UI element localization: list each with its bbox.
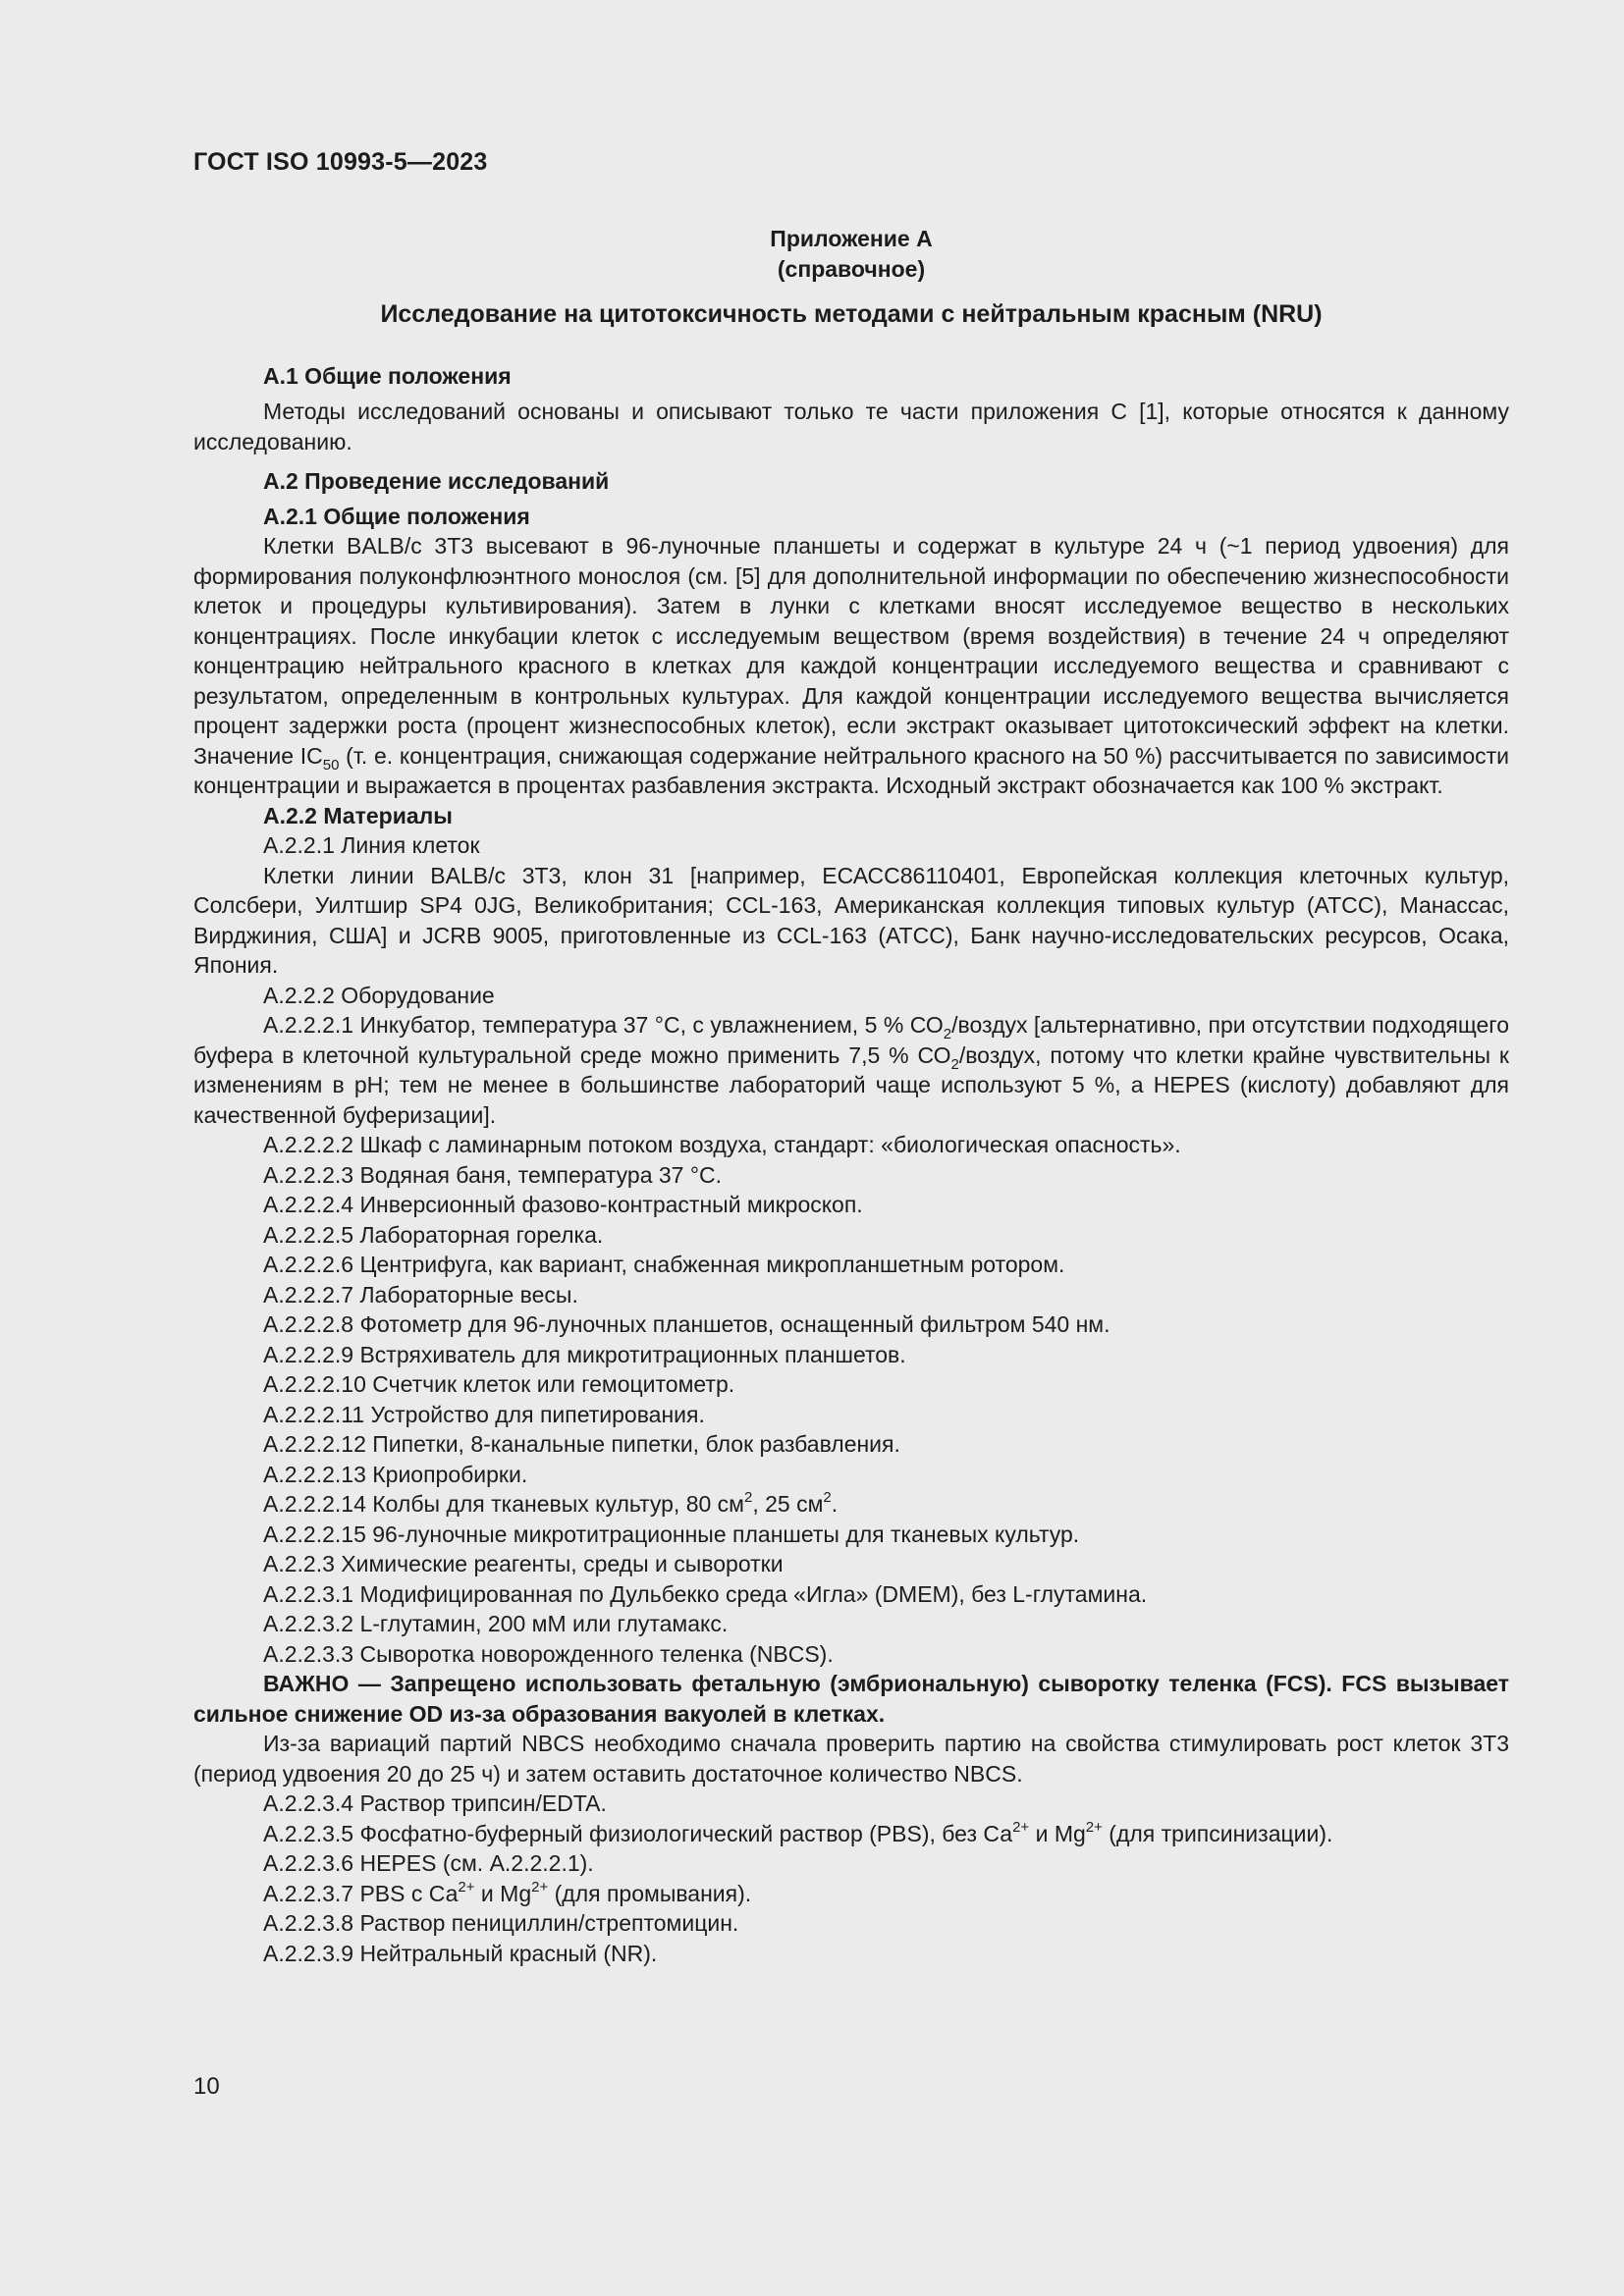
- list-item: А.2.2.2.2 Шкаф с ламинарным потоком воздуха, стандарт: «биологическая опасность».: [263, 1132, 1181, 1157]
- list-item: А.2.2.2.9 Встряхиватель для микротитрационных планшетов.: [263, 1341, 906, 1367]
- paragraph-a1: Методы исследований основаны и описывают только те части приложения С [1], которые относятся к данному исследованию.: [193, 399, 1509, 454]
- list-item: А.2.2.2.3 Водяная баня, температура 37 °С.: [263, 1161, 723, 1188]
- section-heading-a1: А.1 Общие положения: [263, 362, 512, 389]
- section-heading-a2: А.2 Проведение исследований: [263, 468, 610, 494]
- page-number: 10: [193, 2073, 220, 2100]
- item-a22215: А.2.2.2.15 96-луночные микротитрационные планшеты для тканевых культур.: [263, 1521, 1080, 1547]
- list-item: А.2.2.2.6 Центрифуга, как вариант, снабженная микропланшетным ротором.: [263, 1252, 1065, 1277]
- item-a2239: А.2.2.3.9 Нейтральный красный (NR).: [263, 1940, 658, 1966]
- list-item: А.2.2.2.5 Лабораторная горелка.: [263, 1221, 604, 1248]
- list-item: А.2.2.2.11 Устройство для пипетирования.: [263, 1401, 705, 1427]
- list-item: А.2.2.3.2 L-глутамин, 200 мМ или глутамакс.: [263, 1611, 729, 1636]
- list-item: А.2.2.2.13 Криопробирки.: [263, 1461, 528, 1487]
- subheading-a221: А.2.2.1 Линия клеток: [263, 832, 480, 858]
- paragraph-a21: Клетки BALB/c 3T3 высевают в 96-луночные планшеты и содержат в культуре 24 ч (~1 период удвоения) для формирования полуконфлюэнтного монослоя (см. [5] для дополнительной информации по обеспечению жизнеспособности клеток и процедуры культивирования). Затем в лунки с клетками вносят исследуемое вещество в нескольких концентрациях. После инкубации клеток с исследуемым веществом (время воздействия) в течение 24 ч определяют концентрацию нейтрального красного в клетках для каждой концентрации исследуемого вещества и сравнивают с результатом, определенным в контрольных культурах. Для каждой концентрации исследуемого вещества вычисляется процент задержки роста (процент жизнеспособных клеток), если экстракт оказывает цитотоксический эффект на клетки. Значение $IC_{50}$ (т. е. концентрация, снижающая содержание нейтрального красного на 50 %) рассчитывается по зависимости концентрации и выражается в процентах разбавления экстракта. Исходный экстракт обозначается как 100 % экстракт.: [193, 533, 1509, 798]
- list-item: А.2.2.2.8 Фотометр для 96-луночных планшетов, оснащенный фильтром 540 нм.: [263, 1311, 1110, 1337]
- subheading-a223: А.2.2.3 Химические реагенты, среды и сыворотки: [263, 1551, 784, 1576]
- document-header: ГОСТ ISO 10993-5—2023: [193, 148, 488, 176]
- subheading-a222: А.2.2.2 Оборудование: [263, 982, 495, 1008]
- paragraph-a221: Клетки линии BALB/c 3T3, клон 31 [например, ЕСАСС86110401, Европейская коллекция клеточных культур, Солсбери, Уилтшир SP4 0JG, Великобритания; CCL-163, Американская коллекция типовых культур (АТСС), Манассас, Вирджиния, США] и JCRB 9005, приготовленные из CCL-163 (АТСС), Банк научно-исследовательских ресурсов, Осака, Япония.: [193, 862, 1509, 978]
- list-item: А.2.2.2.4 Инверсионный фазово-контрастный микроскоп.: [263, 1192, 863, 1217]
- appendix-title: Исследование на цитотоксичность методами с нейтральным красным (NRU): [380, 300, 1323, 328]
- appendix-label: Приложение А: [770, 226, 933, 251]
- item-a2237: А.2.2.3.7 PBS с $Са^{2+}$ и $Mg^{2+}$ (для промывания).: [263, 1878, 752, 1906]
- appendix-kind: (справочное): [777, 255, 926, 282]
- item-a2238: А.2.2.3.8 Раствор пенициллин/стрептомицин.: [263, 1910, 739, 1936]
- list-item: А.2.2.2.7 Лабораторные весы.: [263, 1281, 578, 1308]
- item-a2234: А.2.2.3.4 Раствор трипсин/EDTA.: [263, 1790, 607, 1816]
- list-item: А.2.2.3.1 Модифицированная по Дульбекко среда «Игла» (DMEM), без L-глутамина.: [263, 1580, 1148, 1607]
- item-a2221: А.2.2.2.1 Инкубатор, температура 37 °С, с увлажнением, 5 % $СО_2$/воздух [альтернативно, при отсутствии подходящего буфера в клеточной культуральной среде можно применить 7,5 % $СО_2$/воздух, потому что клетки крайне чувствительны к изменениям в pH; тем не менее в большинстве лабораторий чаще используют 5 %, а HEPES (кислоту) добавляют для качественной буферизации].: [193, 1012, 1509, 1128]
- list-item: А.2.2.2.12 Пипетки, 8-канальные пипетки, блок разбавления.: [263, 1431, 900, 1457]
- section-heading-a22: А.2.2 Материалы: [263, 802, 453, 828]
- paragraph-nbcs-note: Из-за вариаций партий NBCS необходимо сначала проверить партию на свойства стимулировать рост клеток 3T3 (период удвоения 20 до 25 ч) и затем оставить достаточное количество NBCS.: [193, 1731, 1509, 1787]
- page-content: [193, 224, 1509, 1968]
- important-note: ВАЖНО — Запрещено использовать фетальную (эмбриональную) сыворотку теленка (FCS). FCS вызывает сильное снижение OD из-за образования вакуолей в клетках.: [193, 1671, 1509, 1727]
- list-item: А.2.2.2.10 Счетчик клеток или гемоцитометр.: [263, 1371, 735, 1397]
- item-a22214: А.2.2.2.14 Колбы для тканевых культур, 80 $см^2$, 25 $см^2$.: [263, 1489, 839, 1517]
- list-item: А.2.2.3.3 Сыворотка новорожденного теленка (NBCS).: [263, 1640, 834, 1667]
- section-heading-a21: А.2.1 Общие положения: [263, 503, 530, 529]
- item-a2236: А.2.2.3.6 HEPES (см. А.2.2.2.1).: [263, 1850, 594, 1876]
- item-a2235: А.2.2.3.5 Фосфатно-буферный физиологический раствор (PBS), без $Са^{2+}$ и $Mg^{2+}$ (для трипсинизации).: [263, 1818, 1333, 1846]
